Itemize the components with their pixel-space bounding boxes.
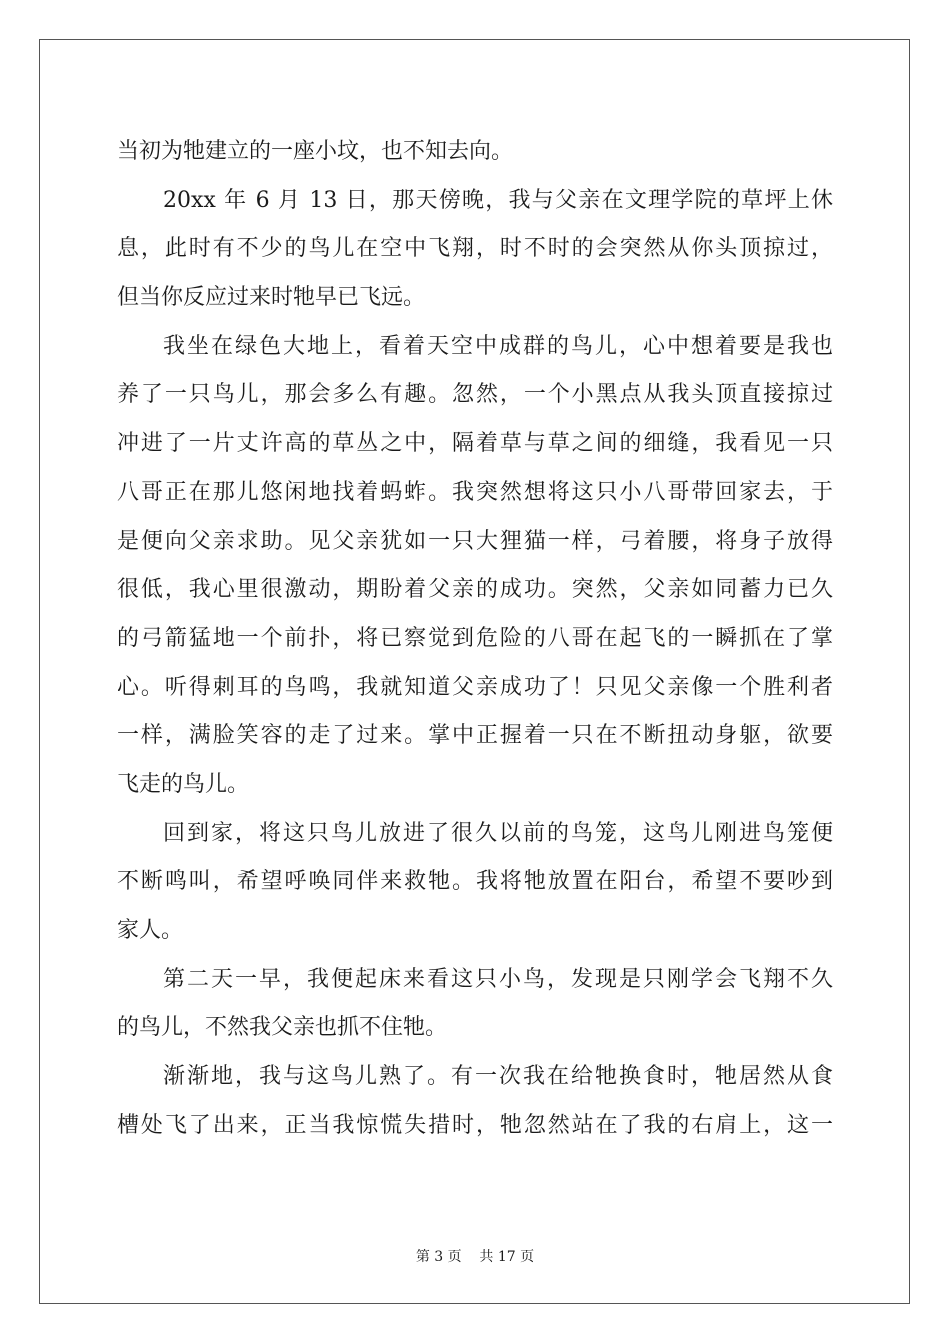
paragraph-start-line: 第二天一早，我便起床来看这只小鸟，发现是只刚学会飞翔不久 xyxy=(163,966,833,992)
text-line: 是便向父亲求助。见父亲犹如一只大狸猫一样，弓着腰，将身子放得 xyxy=(117,528,833,554)
paragraph-start-line: 20xx 年 6 月 13 日，那天傍晚，我与父亲在文理学院的草坪上休 xyxy=(163,187,833,213)
document-body xyxy=(117,128,833,1150)
text-line: 的弓箭猛地一个前扑，将已察觉到危险的八哥在起飞的一瞬抓在了掌 xyxy=(117,625,833,651)
paragraph-start-line: 我坐在绿色大地上，看着天空中成群的鸟儿，心中想着要是我也 xyxy=(163,333,833,359)
text-line: 一样，满脸笑容的走了过来。掌中正握着一只在不断扭动身躯，欲要 xyxy=(117,723,833,749)
text-line: 的鸟儿，不然我父亲也抓不住牠。 xyxy=(117,1015,448,1041)
paragraph-start-line: 回到家，将这只鸟儿放进了很久以前的鸟笼，这鸟儿刚进鸟笼便 xyxy=(163,820,833,846)
text-line: 冲进了一片丈许高的草丛之中，隔着草与草之间的细缝，我看见一只 xyxy=(117,431,833,457)
text-line: 槽处飞了出来，正当我惊慌失措时，牠忽然站在了我的右肩上，这一 xyxy=(117,1112,833,1138)
text-line: 息，此时有不少的鸟儿在空中飞翔，时不时的会突然从你头顶掠过， xyxy=(117,236,833,262)
text-line: 飞走的鸟儿。 xyxy=(117,771,250,797)
text-line: 八哥正在那儿悠闲地找着蚂蚱。我突然想将这只小八哥带回家去，于 xyxy=(117,479,833,505)
text-line: 家人。 xyxy=(117,918,184,943)
text-line: 但当你反应过来时牠早已飞远。 xyxy=(117,285,426,311)
page-number-footer: 第 3 页 共 17 页 xyxy=(415,1249,535,1265)
text-line: 养了一只鸟儿，那会多么有趣。忽然，一个小黑点从我头顶直接掠过 xyxy=(117,382,833,408)
text-line: 很低，我心里很激动，期盼着父亲的成功。突然，父亲如同蓄力已久 xyxy=(117,577,833,603)
text-line: 不断鸣叫，希望呼唤同伴来救牠。我将牠放置在阳台，希望不要吵到 xyxy=(117,869,833,895)
text-line: 当初为牠建立的一座小坟，也不知去向。 xyxy=(117,139,514,164)
text-line: 心。听得刺耳的鸟鸣，我就知道父亲成功了！只见父亲像一个胜利者 xyxy=(117,674,833,700)
paragraph-start-line: 渐渐地，我与这鸟儿熟了。有一次我在给牠换食时，牠居然从食 xyxy=(163,1064,833,1090)
